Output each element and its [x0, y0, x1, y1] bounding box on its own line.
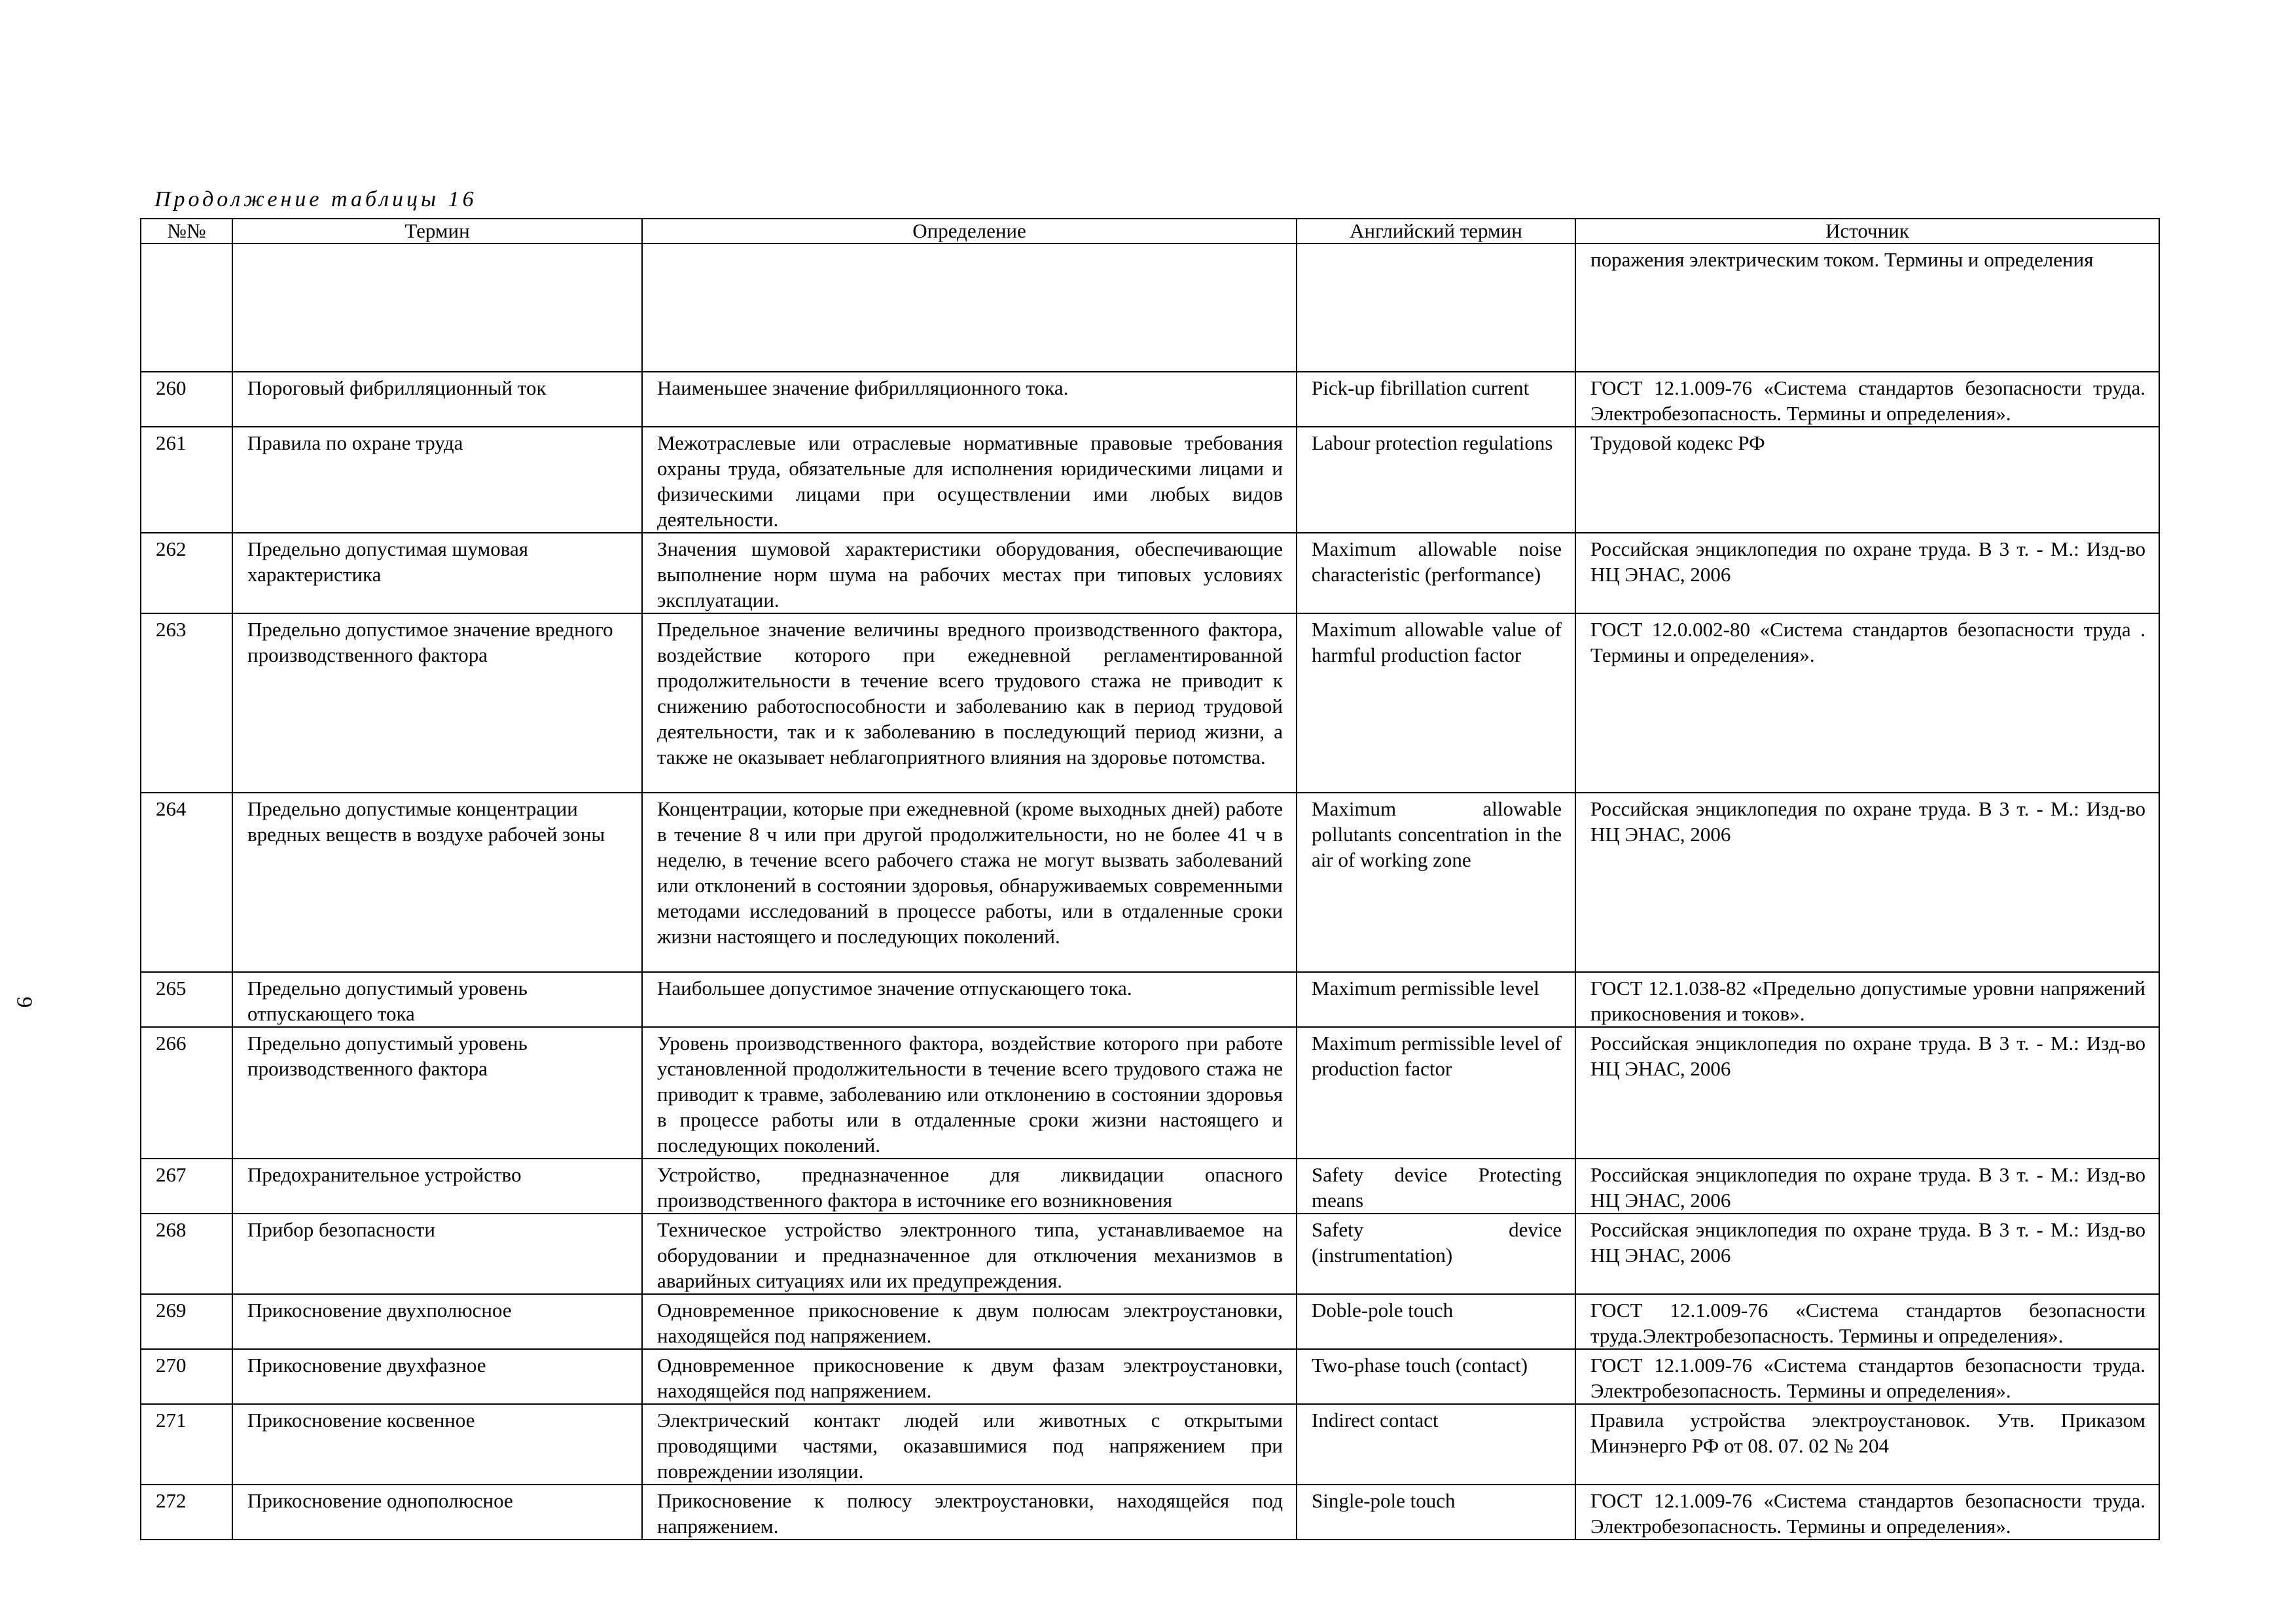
row-number: 260: [141, 372, 232, 427]
row-source: Правила устройства электроустановок. Утв. Приказом Минэнерго РФ от 08. 07. 02 № 204: [1575, 1404, 2159, 1485]
row-definition: Прикосновение к полюсу электроустановки, находящейся под напряжением.: [642, 1485, 1297, 1540]
header-definition: Определение: [642, 219, 1297, 244]
row-term: Предохранительное устройство: [232, 1159, 642, 1214]
row-term: Пороговый фибрилляционный ток: [232, 372, 642, 427]
table-row: [141, 613, 2159, 793]
row-term: Предельно допустимый уровень производственного фактора: [232, 1027, 642, 1159]
row-term: Прикосновение двухполюсное: [232, 1294, 642, 1349]
header-english-term: Английский термин: [1297, 219, 1575, 244]
row-english-term: Doble-pole touch: [1297, 1294, 1575, 1349]
row-source: ГОСТ 12.1.009-76 «Система стандартов безопасности труда. Электробезопасность. Термины и определения».: [1575, 1349, 2159, 1404]
page-number: 9: [12, 996, 37, 1008]
row-definition: Электрический контакт людей или животных с открытыми проводящими частями, оказавшимися под напряжением при повреждении изоляции.: [642, 1404, 1297, 1485]
row-term: Предельно допустимая шумовая характеристика: [232, 533, 642, 613]
row-source: Российская энциклопедия по охране труда. В 3 т. - М.: Изд-во НЦ ЭНАС, 2006: [1575, 793, 2159, 972]
row-source: Российская энциклопедия по охране труда. В 3 т. - М.: Изд-во НЦ ЭНАС, 2006: [1575, 1214, 2159, 1294]
row-definition: Одновременное прикосновение к двум полюсам электроустановки, находящейся под напряжением.: [642, 1294, 1297, 1349]
table-row: [141, 427, 2159, 533]
row-english-term: Maximum permissible level of production factor: [1297, 1027, 1575, 1159]
row-term: Предельно допустимое значение вредного производственного фактора: [232, 613, 642, 793]
row-number: 263: [141, 613, 232, 793]
row-source: ГОСТ 12.1.009-76 «Система стандартов безопасности труда. Электробезопасность. Термины и определения».: [1575, 1485, 2159, 1540]
row-number: 272: [141, 1485, 232, 1540]
row-english-term: Maximum allowable value of harmful production factor: [1297, 613, 1575, 793]
row-number: 262: [141, 533, 232, 613]
row-source: поражения электрическим током. Термины и определения: [1575, 244, 2159, 372]
row-definition: Межотраслевые или отраслевые нормативные правовые требования охраны труда, обязательные для исполнения юридическими лицами и физическими лицами при осуществлении ими любых видов деятельности.: [642, 427, 1297, 533]
table-row: [141, 1214, 2159, 1294]
table-row: [141, 1349, 2159, 1404]
table-row: [141, 1294, 2159, 1349]
row-number: 266: [141, 1027, 232, 1159]
table-row: [141, 1485, 2159, 1540]
row-definition: Одновременное прикосновение к двум фазам электроустановки, находящейся под напряжением.: [642, 1349, 1297, 1404]
row-definition: Значения шумовой характеристики оборудования, обеспечивающие выполнение норм шума на рабочих местах при типовых условиях эксплуатации.: [642, 533, 1297, 613]
table-row: [141, 533, 2159, 613]
table-row: [141, 1159, 2159, 1214]
row-english-term: Maximum allowable pollutants concentration in the air of working zone: [1297, 793, 1575, 972]
row-source: ГОСТ 12.0.002-80 «Система стандартов безопасности труда . Термины и определения».: [1575, 613, 2159, 793]
header-term: Термин: [232, 219, 642, 244]
row-english-term: Safety device (instrumentation): [1297, 1214, 1575, 1294]
table-row: [141, 793, 2159, 972]
row-term: Предельно допустимый уровень отпускающего тока: [232, 972, 642, 1027]
row-source: ГОСТ 12.1.009-76 «Система стандартов безопасности труда.Электробезопасность. Термины и определения».: [1575, 1294, 2159, 1349]
table-row: [141, 372, 2159, 427]
table-row: [141, 972, 2159, 1027]
terms-table: [140, 218, 2160, 1540]
table-row: [141, 244, 2159, 372]
row-definition: Предельное значение величины вредного производственного фактора, воздействие которого при ежедневной регламентированной продолжительности в течение всего трудового стажа не приводит к снижению работоспособности и заболеванию как в период трудовой деятельности, так и к заболеванию в последующий период жизни, а также не оказывает неблагоприятного влияния на здоровье потомства.: [642, 613, 1297, 793]
row-source: ГОСТ 12.1.038-82 «Предельно допустимые уровни напряжений прикосновения и токов».: [1575, 972, 2159, 1027]
row-term: Правила по охране труда: [232, 427, 642, 533]
row-number: 268: [141, 1214, 232, 1294]
row-number: 265: [141, 972, 232, 1027]
row-definition: Техническое устройство электронного типа, устанавливаемое на оборудовании и предназначенное для отключения механизмов в аварийных ситуациях или их предупреждения.: [642, 1214, 1297, 1294]
row-term: Прикосновение двухфазное: [232, 1349, 642, 1404]
row-english-term: Two-phase touch (contact): [1297, 1349, 1575, 1404]
row-source: Трудовой кодекс РФ: [1575, 427, 2159, 533]
row-english-term: [1297, 244, 1575, 372]
row-term: Предельно допустимые концентрации вредных веществ в воздухе рабочей зоны: [232, 793, 642, 972]
table-row: [141, 1027, 2159, 1159]
row-number: 261: [141, 427, 232, 533]
row-term: Прикосновение однополюсное: [232, 1485, 642, 1540]
row-source: Российская энциклопедия по охране труда. В 3 т. - М.: Изд-во НЦ ЭНАС, 2006: [1575, 533, 2159, 613]
table-caption: Продолжение таблицы 16: [154, 187, 477, 211]
row-english-term: Labour protection regulations: [1297, 427, 1575, 533]
row-english-term: Safety device Protecting means: [1297, 1159, 1575, 1214]
row-source: Российская энциклопедия по охране труда. В 3 т. - М.: Изд-во НЦ ЭНАС, 2006: [1575, 1159, 2159, 1214]
row-definition: [642, 244, 1297, 372]
row-term: [232, 244, 642, 372]
row-definition: Концентрации, которые при ежедневной (кроме выходных дней) работе в течение 8 ч или при другой продолжительности, но не более 41 ч в неделю, в течение всего рабочего стажа не могут вызвать заболеваний или отклонений в состоянии здоровья, обнаруживаемых современными методами исследований в процессе работы, или в отдаленные сроки жизни настоящего и последующих поколений.: [642, 793, 1297, 972]
row-number: 264: [141, 793, 232, 972]
row-number: 270: [141, 1349, 232, 1404]
row-english-term: Pick-up fibrillation current: [1297, 372, 1575, 427]
row-english-term: Indirect contact: [1297, 1404, 1575, 1485]
row-number: 271: [141, 1404, 232, 1485]
row-english-term: Maximum allowable noise characteristic (performance): [1297, 533, 1575, 613]
row-english-term: Maximum permissible level: [1297, 972, 1575, 1027]
header-source: Источник: [1575, 219, 2159, 244]
row-source: ГОСТ 12.1.009-76 «Система стандартов безопасности труда. Электробезопасность. Термины и определения».: [1575, 372, 2159, 427]
row-number: [141, 244, 232, 372]
row-number: 269: [141, 1294, 232, 1349]
row-term: Прибор безопасности: [232, 1214, 642, 1294]
row-definition: Наименьшее значение фибрилляционного тока.: [642, 372, 1297, 427]
table-row: [141, 1404, 2159, 1485]
row-term: Прикосновение косвенное: [232, 1404, 642, 1485]
row-number: 267: [141, 1159, 232, 1214]
header-number: №№: [141, 219, 232, 244]
row-source: Российская энциклопедия по охране труда. В 3 т. - М.: Изд-во НЦ ЭНАС, 2006: [1575, 1027, 2159, 1159]
row-definition: Уровень производственного фактора, воздействие которого при работе установленной продолжительности в течение всего трудового стажа не приводит к травме, заболеванию или отклонению в состоянии здоровья в процессе работы или в отдаленные сроки жизни настоящего и последующих поколений.: [642, 1027, 1297, 1159]
row-definition: Наибольшее допустимое значение отпускающего тока.: [642, 972, 1297, 1027]
header-row: [141, 219, 2159, 244]
row-definition: Устройство, предназначенное для ликвидации опасного производственного фактора в источнике его возникновения: [642, 1159, 1297, 1214]
row-english-term: Single-pole touch: [1297, 1485, 1575, 1540]
